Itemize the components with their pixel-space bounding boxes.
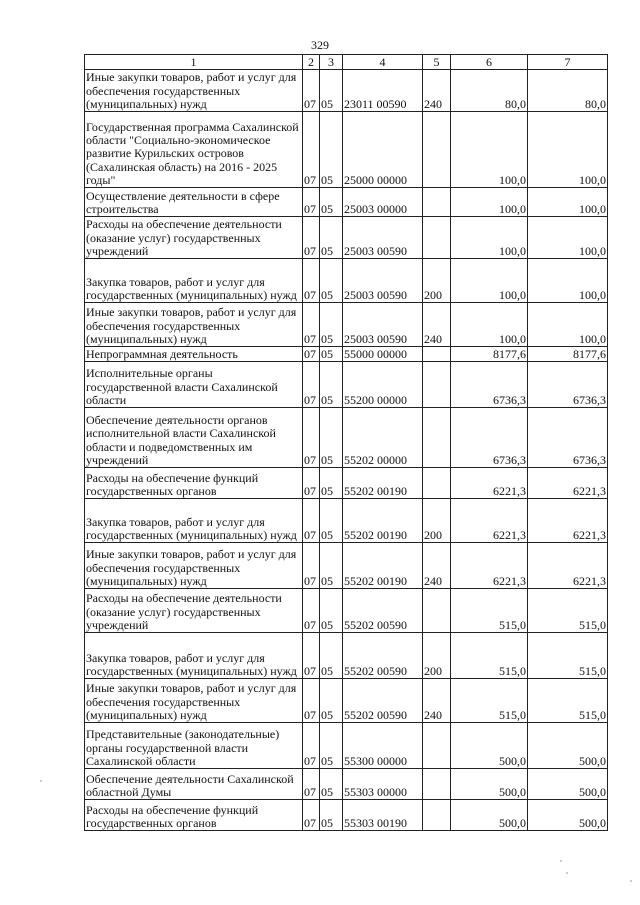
row-amount-1: 6736,3 [451, 362, 528, 408]
row-target-article: 25003 00590 [343, 217, 423, 259]
row-target-article: 55300 00000 [343, 723, 423, 769]
row-section: 07 [303, 468, 320, 499]
row-subsection: 05 [320, 723, 343, 769]
row-subsection: 05 [320, 468, 343, 499]
row-expense-type [423, 723, 451, 769]
row-section: 07 [303, 112, 320, 188]
row-section: 07 [303, 259, 320, 303]
row-amount-1: 6221,3 [451, 468, 528, 499]
row-section: 07 [303, 800, 320, 831]
row-subsection: 05 [320, 800, 343, 831]
row-name: Непрограммная деятельность [85, 347, 303, 362]
row-name: Закупка товаров, работ и услуг для государственных (муниципальных) нужд [85, 259, 303, 303]
row-subsection: 05 [320, 769, 343, 800]
row-subsection: 05 [320, 217, 343, 259]
row-section: 07 [303, 769, 320, 800]
row-expense-type: 200 [423, 633, 451, 679]
col-header-5: 5 [423, 55, 451, 70]
row-name: Расходы на обеспечение деятельности (оказание услуг) государственных учреждений [85, 217, 303, 259]
table-row [85, 347, 608, 362]
table-row [85, 589, 608, 633]
table-row [85, 362, 608, 408]
table-row [85, 468, 608, 499]
row-amount-1: 515,0 [451, 679, 528, 723]
header-row [85, 55, 608, 70]
row-amount-2: 515,0 [528, 679, 608, 723]
row-amount-1: 100,0 [451, 112, 528, 188]
row-name: Обеспечение деятельности органов исполнительной власти Сахалинской области и подведомственных им учреждений [85, 408, 303, 468]
row-section: 07 [303, 679, 320, 723]
row-expense-type [423, 408, 451, 468]
table-row [85, 188, 608, 217]
row-amount-2: 80,0 [528, 70, 608, 112]
row-amount-1: 500,0 [451, 723, 528, 769]
row-target-article: 25000 00000 [343, 112, 423, 188]
table-row [85, 633, 608, 679]
table-row [85, 217, 608, 259]
row-subsection: 05 [320, 362, 343, 408]
budget-table [84, 54, 608, 831]
col-header-2: 2 [303, 55, 320, 70]
row-target-article: 25003 00000 [343, 188, 423, 217]
row-subsection: 05 [320, 679, 343, 723]
col-header-1: 1 [85, 55, 303, 70]
row-expense-type: 200 [423, 259, 451, 303]
row-expense-type: 200 [423, 499, 451, 543]
row-subsection: 05 [320, 589, 343, 633]
row-expense-type [423, 188, 451, 217]
row-amount-1: 8177,6 [451, 347, 528, 362]
row-target-article: 25003 00590 [343, 259, 423, 303]
row-amount-2: 500,0 [528, 800, 608, 831]
row-target-article: 55303 00190 [343, 800, 423, 831]
row-name: Государственная программа Сахалинской области "Социально-экономическое развитие Курильских островов (Сахалинская область) на 2016 - 2025 годы" [85, 112, 303, 188]
row-section: 07 [303, 347, 320, 362]
row-target-article: 25003 00590 [343, 303, 423, 347]
row-subsection: 05 [320, 347, 343, 362]
table-row [85, 499, 608, 543]
row-amount-2: 500,0 [528, 723, 608, 769]
row-expense-type: 240 [423, 70, 451, 112]
col-header-7: 7 [528, 55, 608, 70]
col-header-4: 4 [343, 55, 423, 70]
row-subsection: 05 [320, 188, 343, 217]
row-amount-2: 6221,3 [528, 543, 608, 589]
table-row [85, 70, 608, 112]
row-amount-2: 100,0 [528, 188, 608, 217]
row-name: Закупка товаров, работ и услуг для государственных (муниципальных) нужд [85, 499, 303, 543]
row-amount-2: 6221,3 [528, 468, 608, 499]
row-expense-type: 240 [423, 303, 451, 347]
row-section: 07 [303, 362, 320, 408]
col-header-6: 6 [451, 55, 528, 70]
row-target-article: 55202 00590 [343, 633, 423, 679]
row-target-article: 55303 00000 [343, 769, 423, 800]
row-section: 07 [303, 499, 320, 543]
row-name: Расходы на обеспечение функций государственных органов [85, 800, 303, 831]
row-subsection: 05 [320, 70, 343, 112]
row-name: Иные закупки товаров, работ и услуг для обеспечения государственных (муниципальных) нужд [85, 543, 303, 589]
row-name: Иные закупки товаров, работ и услуг для обеспечения государственных (муниципальных) нужд [85, 303, 303, 347]
row-expense-type [423, 362, 451, 408]
row-amount-2: 515,0 [528, 633, 608, 679]
row-section: 07 [303, 188, 320, 217]
row-amount-1: 80,0 [451, 70, 528, 112]
row-amount-2: 6736,3 [528, 408, 608, 468]
row-section: 07 [303, 408, 320, 468]
row-target-article: 55202 00000 [343, 408, 423, 468]
row-amount-2: 515,0 [528, 589, 608, 633]
row-expense-type: 240 [423, 543, 451, 589]
row-target-article: 55202 00190 [343, 499, 423, 543]
row-name: Исполнительные органы государственной власти Сахалинской области [85, 362, 303, 408]
row-name: Расходы на обеспечение деятельности (оказание услуг) государственных учреждений [85, 589, 303, 633]
row-amount-2: 6736,3 [528, 362, 608, 408]
page-number: 329 [311, 38, 329, 52]
row-amount-1: 500,0 [451, 769, 528, 800]
row-section: 07 [303, 543, 320, 589]
row-amount-1: 100,0 [451, 303, 528, 347]
row-name: Представительные (законодательные) органы государственной власти Сахалинской области [85, 723, 303, 769]
row-name: Иные закупки товаров, работ и услуг для обеспечения государственных (муниципальных) нужд [85, 70, 303, 112]
row-section: 07 [303, 633, 320, 679]
row-expense-type [423, 217, 451, 259]
row-name: Обеспечение деятельности Сахалинской областной Думы [85, 769, 303, 800]
row-section: 07 [303, 70, 320, 112]
row-amount-1: 100,0 [451, 259, 528, 303]
row-expense-type [423, 589, 451, 633]
table-row [85, 800, 608, 831]
row-amount-1: 6221,3 [451, 543, 528, 589]
row-amount-2: 100,0 [528, 259, 608, 303]
row-subsection: 05 [320, 543, 343, 589]
row-expense-type [423, 112, 451, 188]
table-row [85, 769, 608, 800]
row-expense-type [423, 468, 451, 499]
row-target-article: 55000 00000 [343, 347, 423, 362]
row-amount-2: 500,0 [528, 769, 608, 800]
table-row [85, 543, 608, 589]
table-row [85, 112, 608, 188]
row-name: Закупка товаров, работ и услуг для государственных (муниципальных) нужд [85, 633, 303, 679]
row-name: Расходы на обеспечение функций государственных органов [85, 468, 303, 499]
row-subsection: 05 [320, 259, 343, 303]
table-row [85, 679, 608, 723]
row-expense-type [423, 769, 451, 800]
row-target-article: 23011 00590 [343, 70, 423, 112]
row-expense-type: 240 [423, 679, 451, 723]
row-amount-2: 8177,6 [528, 347, 608, 362]
row-amount-1: 515,0 [451, 633, 528, 679]
row-target-article: 55202 00590 [343, 679, 423, 723]
row-target-article: 55202 00190 [343, 543, 423, 589]
row-name: Осуществление деятельности в сфере строительства [85, 188, 303, 217]
row-amount-1: 100,0 [451, 188, 528, 217]
row-subsection: 05 [320, 303, 343, 347]
col-header-3: 3 [320, 55, 343, 70]
row-amount-1: 100,0 [451, 217, 528, 259]
row-target-article: 55202 00190 [343, 468, 423, 499]
row-amount-2: 100,0 [528, 303, 608, 347]
row-subsection: 05 [320, 633, 343, 679]
table-row [85, 408, 608, 468]
table-row [85, 723, 608, 769]
row-amount-2: 100,0 [528, 112, 608, 188]
row-amount-2: 6221,3 [528, 499, 608, 543]
row-section: 07 [303, 217, 320, 259]
table-row [85, 259, 608, 303]
table-row [85, 303, 608, 347]
row-target-article: 55202 00590 [343, 589, 423, 633]
row-name: Иные закупки товаров, работ и услуг для обеспечения государственных (муниципальных) нужд [85, 679, 303, 723]
row-section: 07 [303, 723, 320, 769]
row-section: 07 [303, 589, 320, 633]
row-amount-1: 500,0 [451, 800, 528, 831]
row-expense-type [423, 800, 451, 831]
row-section: 07 [303, 303, 320, 347]
row-target-article: 55200 00000 [343, 362, 423, 408]
row-subsection: 05 [320, 112, 343, 188]
row-amount-1: 515,0 [451, 589, 528, 633]
row-subsection: 05 [320, 499, 343, 543]
row-expense-type [423, 347, 451, 362]
row-amount-1: 6221,3 [451, 499, 528, 543]
row-amount-2: 100,0 [528, 217, 608, 259]
row-subsection: 05 [320, 408, 343, 468]
row-amount-1: 6736,3 [451, 408, 528, 468]
